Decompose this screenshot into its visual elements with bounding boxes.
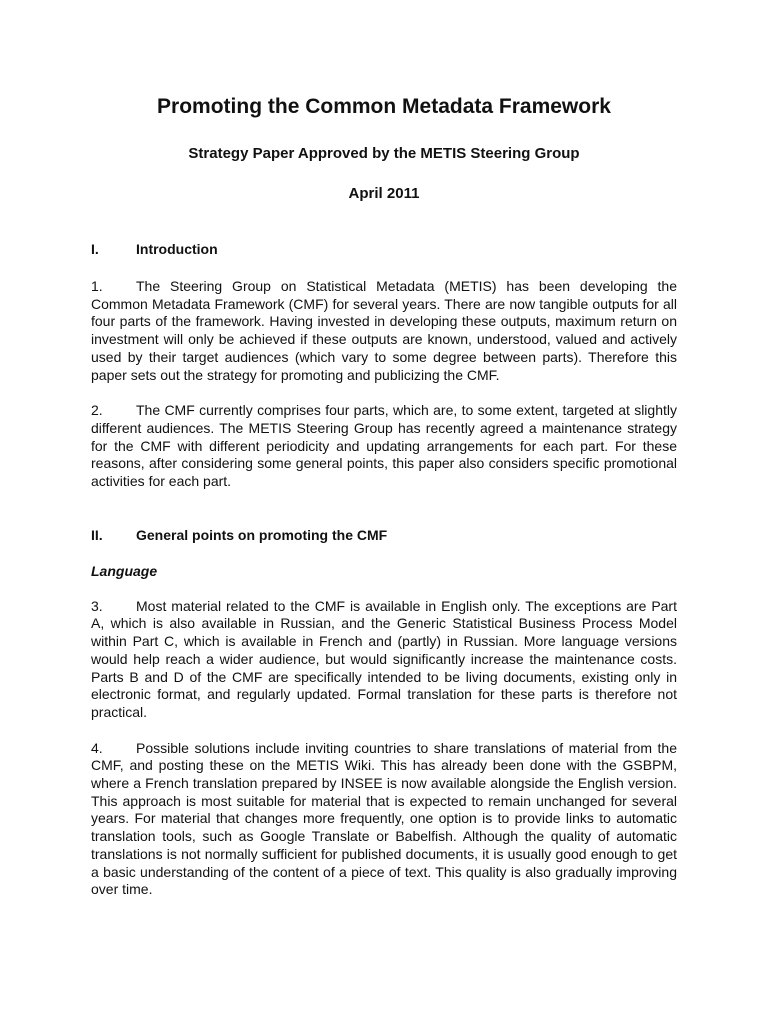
- section-title: Introduction: [136, 241, 218, 257]
- paragraph-number: 2.: [91, 402, 103, 419]
- document-date: April 2011: [348, 185, 420, 202]
- section-heading-general-points: [91, 526, 677, 544]
- subsection-heading-language: Language: [91, 562, 158, 579]
- paragraph-text: The CMF currently comprises four parts, which are, to some extent, targeted at slightly different audiences. The METIS Steering Group has recently agreed a maintenance strategy for the CMF with different periodicity and updating arrangements for each part. For these reasons, after considering some general points, this paper also considers specific promotional activities for each part.: [91, 402, 677, 490]
- paragraph-number: 3.: [91, 597, 103, 614]
- paragraph-text: Possible solutions include inviting countries to share translations of material from the CMF, and posting these on the METIS Wiki. This has already been done with the GSBPM, where a French translation prepared by INSEE is now available alongside the English version. This approach is most suitable for material that is expected to remain unchanged for several years. For material that changes more frequently, one option is to provide links to automatic translation tools, such as Google Translate or Babelfish. Although the quality of automatic translations is not normally sufficient for published documents, it is usually good enough to get a basic understanding of the content of a piece of text. This quality is also gradually improving over time.: [91, 739, 677, 898]
- paragraph-4: [91, 740, 677, 899]
- section-heading-introduction: [91, 240, 677, 258]
- document-subtitle: Strategy Paper Approved by the METIS Steering Group: [188, 145, 580, 162]
- section-title: General points on promoting the CMF: [136, 526, 388, 543]
- paragraph-number: 4.: [91, 739, 103, 756]
- paragraph-text: The Steering Group on Statistical Metadata (METIS) has been developing the Common Metadata Framework (CMF) for several years. There are now tangible outputs for all four parts of the framework. Having invested in developing these outputs, maximum return on investment will only be achieved if these outputs are known, understood, valued and actively used by their target audiences (which vary to some degree between parts). Therefore this paper sets out the strategy for promoting and publicizing the CMF.: [91, 278, 677, 383]
- paragraph-text: Most material related to the CMF is available in English only. The exceptions are Part A, which is also available in Russian, and the Generic Statistical Business Process Model within Part C, which is available in French and (partly) in Russian. More language versions would help reach a wider audience, but would significantly increase the maintenance costs. Parts B and D of the CMF are specifically intended to be living documents, existing only in electronic format, and regularly updated. Formal translation for these parts is therefore not practical.: [91, 597, 677, 720]
- paragraph-2: [91, 402, 677, 491]
- section-number: II.: [91, 526, 103, 543]
- section-number: I.: [91, 241, 99, 257]
- document-title: Promoting the Common Metadata Framework: [157, 95, 611, 118]
- paragraph-1: [91, 278, 677, 384]
- paragraph-3: [91, 598, 677, 722]
- paragraph-number: 1.: [91, 278, 103, 294]
